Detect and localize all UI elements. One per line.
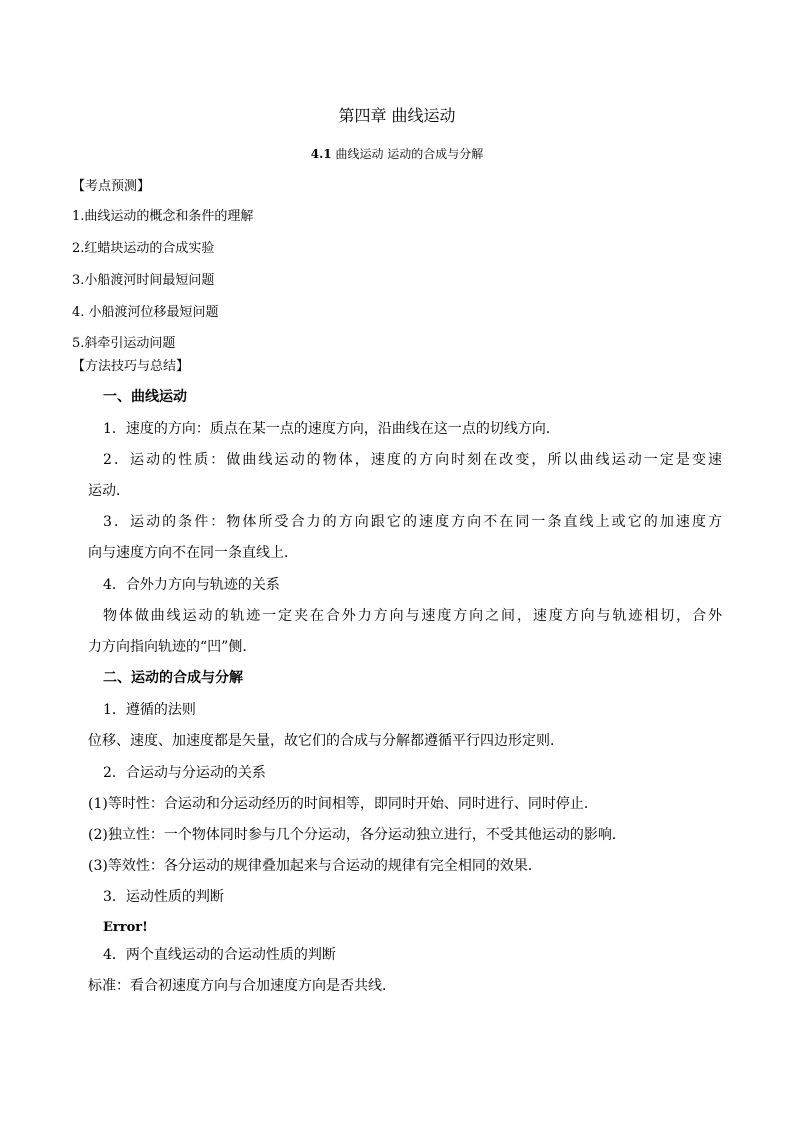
methods-heading: 【方法技巧与总结】 — [72, 359, 190, 374]
preview-point: 4. 小船渡河位移最短问题 — [72, 305, 219, 320]
preview-point: 5.斜牵引运动问题 — [72, 336, 176, 351]
part1-item1: 1．速度的方向：质点在某一点的速度方向，沿曲线在这一点的切线方向． — [103, 421, 560, 437]
part2-item1: 1．遵循的法则 — [103, 702, 196, 718]
section-title — [0, 148, 794, 160]
part2-item2-a: (1)等时性：合运动和分运动经历的时间相等，即同时开始、同时进行、同时停止． — [88, 796, 598, 812]
preview-point: 2.红蜡块运动的合成实验 — [72, 241, 215, 256]
part1-item4-text-line1: 物体做曲线运动的轨迹一定夹在合外力方向与速度方向之间，速度方向与轨迹相切，合外 — [103, 608, 722, 624]
part2-item2-c: (3)等效性：各分运动的规律叠加起来与合运动的规律有完全相同的效果． — [88, 858, 542, 874]
part1-title: 一、曲线运动 — [103, 389, 187, 405]
part2-item1-text: 位移、速度、加速度都是矢量，故它们的合成与分解都遵循平行四边形定则． — [88, 733, 564, 749]
part2-item2: 2．合运动与分运动的关系 — [103, 765, 266, 781]
part2-item2-b: (2)独立性：一个物体同时参与几个分运动，各分运动独立进行，不受其他运动的影响． — [88, 827, 626, 843]
chapter-title: 第四章 曲线运动 — [338, 106, 456, 125]
part1-item4: 4．合外力方向与轨迹的关系 — [103, 577, 280, 593]
part2-title: 二、运动的合成与分解 — [103, 670, 243, 686]
part1-item4-text-line2: 力方向指向轨迹的“凹”侧． — [88, 639, 257, 655]
part2-item4: 4．两个直线运动的合运动性质的判断 — [103, 947, 336, 963]
error-text: Error! — [103, 920, 148, 935]
part2-item4-text: 标准：看合初速度方向与合加速度方向是否共线． — [88, 978, 396, 994]
section-number: 4.1 — [310, 147, 332, 161]
part1-item3-line2: 向与速度方向不在同一条直线上． — [88, 545, 298, 561]
part1-item2-line1: 2．运动的性质：做曲线运动的物体，速度的方向时刻在改变，所以曲线运动一定是变速 — [103, 452, 722, 468]
part1-item2-line2: 运动． — [88, 483, 130, 499]
preview-point: 1.曲线运动的概念和条件的理解 — [72, 209, 254, 224]
preview-heading: 【考点预测】 — [72, 179, 151, 194]
section-name: 曲线运动 运动的合成与分解 — [335, 147, 484, 161]
part2-item3: 3．运动性质的判断 — [103, 889, 224, 905]
part1-item3-line1: 3．运动的条件：物体所受合力的方向跟它的速度方向不在同一条直线上或它的加速度方 — [103, 514, 722, 530]
preview-point: 3.小船渡河时间最短问题 — [72, 273, 215, 288]
